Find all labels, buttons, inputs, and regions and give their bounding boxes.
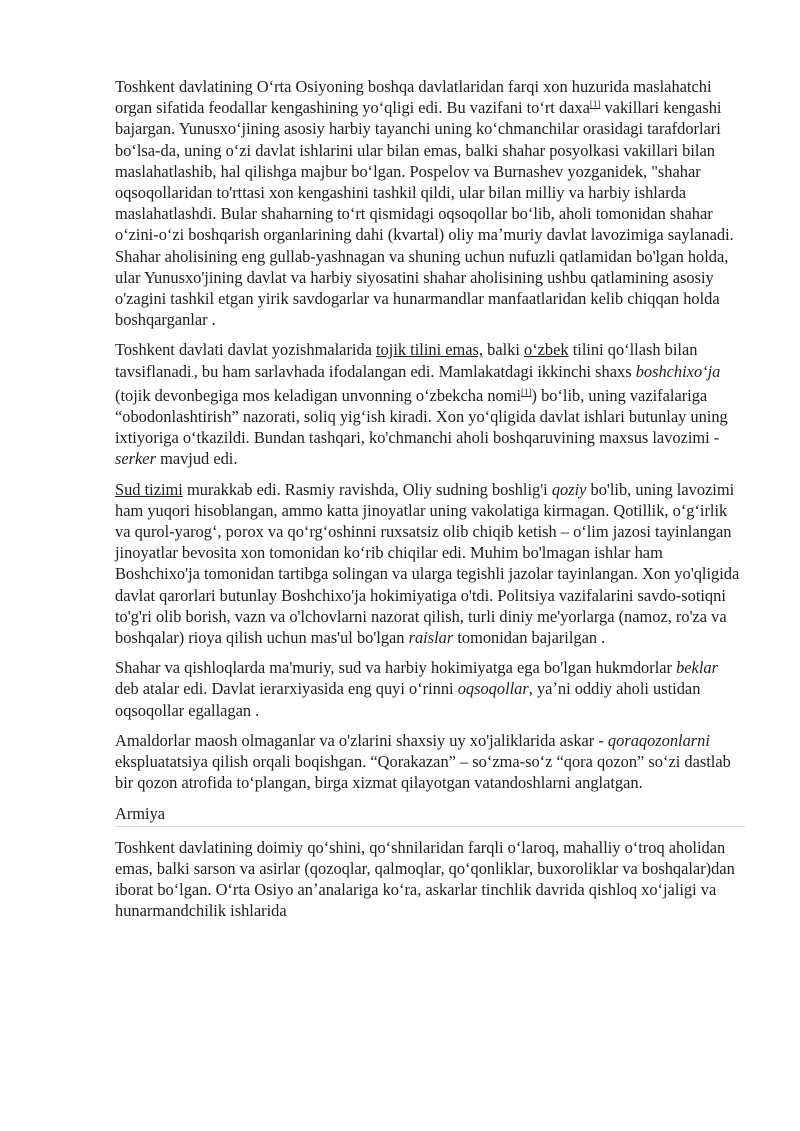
text: Toshkent davlatining Oʻrta Osiyoning boshqa davlatlaridan farqi xon huzurida maslahatchi organ sifatida feodallar kengashining yoʻqligi edi. Bu vazifani toʻrt daxa bbox=[115, 77, 712, 118]
text: Toshkent davlati davlat yozishmalarida bbox=[115, 340, 377, 360]
text: Toshkent davlatining doimiy qoʻshini, qoʻshnilaridan farqli oʻlaroq, mahalliy oʻtroq aholidan emas, balki sarson va asirlar (qozoqlar, qalmoqlar, qoʻqonliklar, buxoroliklar va boshqalar)dan iborat boʻlgan. Oʻrta Osiyo anʼanalariga koʻra, askarlar tinchlik davrida qishloq xoʻjaligi va hunarmandchilik ishlarida bbox=[115, 837, 735, 921]
term-beklar: beklar bbox=[676, 658, 718, 678]
text: tomonidan bajarilgan . bbox=[453, 628, 606, 648]
text: balki bbox=[483, 340, 524, 360]
term-serker: serker bbox=[115, 449, 156, 469]
text: vakillari kengashi bajargan. Yunusxoʻjining asosiy harbiy tayanchi uning koʻchmanchilar orasidagi tarafdorlari boʻlsa-da, uning oʻzi davlat ishlarini ular bilan emas, balki shahar posyolkasi vakillari bilan maslahatlashib, hal qilishga majbur boʻlgan. Pospelov va Burnashev yozganidek, "shahar oqsoqollaridan to'rttasi xon kengashini tashkil qildi, ular bilan milliy va harbiy ishlarda maslahatlashdi. Bular shaharning toʻrt qismidagi oqsoqollar boʻlib, aholi tomonidan shahar oʻzini-oʻzi boshqarish organlarining dahi (kvartal) oliy maʼmuriy davlat lavozimiga saylanadi. Shahar aholisining eng gullab-yashnagan va shuning uchun nufuzli qatlamidan bo'lgan holda, ular Yunusxo'jining davlat va harbiy siyosatini shahar aholisining ushbu qatlamining asosiy o'zagini tashkil etgan yirik savdogarlar va hunarmandlar manfaatlaridan kelib chiqqan holda boshqarganlar . bbox=[115, 98, 734, 330]
paragraph-council bbox=[115, 76, 745, 330]
paragraph-judiciary bbox=[115, 479, 745, 649]
text: , yaʼni oddiy aholi ustidan oqsoqollar egallagan . bbox=[115, 679, 701, 720]
dot: . bbox=[191, 368, 194, 379]
section-heading-army: Armiya bbox=[115, 803, 745, 827]
footnote-ref[interactable]: [1] bbox=[521, 386, 532, 397]
text: ekspluatatsiya qilish orqali boqishgan. “Qorakazan” – soʻzma-soʻz “qora qozon” soʻzi dastlab bir qozon atrofida toʻplangan, birga xizmat qilayotgan vatandoshlarni anglatgan bbox=[115, 752, 731, 793]
footnote-ref[interactable]: [1] bbox=[589, 99, 601, 110]
text: deb atalar edi. Davlat ierarxiyasida eng quyi oʻrinni bbox=[115, 679, 458, 699]
document-page bbox=[115, 76, 745, 931]
link-court-system[interactable]: Sud tizimi bbox=[115, 479, 183, 499]
link-uzbek[interactable]: oʻzbek bbox=[524, 340, 569, 360]
text: murakkab edi. Rasmiy ravishda, Oliy sudning boshlig'i bbox=[182, 479, 552, 499]
text: tilini qoʻllash bilan tavsiflanadi bbox=[115, 340, 698, 381]
text: (tojik devonbegiga mos keladigan unvonning oʻzbekcha nomi bbox=[115, 385, 522, 405]
text: , bu ham sarlavhada ifodalangan edi. Mamlakatdagi ikkinchi shaxs bbox=[193, 361, 636, 381]
text: mavjud edi. bbox=[155, 449, 238, 469]
term-qoziy: qoziy bbox=[551, 479, 587, 499]
term-oqsoqollar: oqsoqollar bbox=[457, 679, 529, 699]
text: . bbox=[638, 773, 643, 793]
term-qoraqozonlar: qoraqozonlarni bbox=[607, 730, 710, 750]
text: ) boʻlib, uning vazifalariga “obodonlashtirish” nazorati, soliq yigʻish kiradi. Xon yoʻqligida davlat ishlari butunlay uning ixtiyoriga oʻtkazildi. Bundan tashqari, ko'chmanchi aholi boshqaruvining maxsus lavozimi - bbox=[115, 385, 728, 448]
text: Amaldorlar maosh olmaganlar va o'zlarini shaxsiy uy xo'jaliklarida askar - bbox=[115, 730, 608, 750]
paragraph-army bbox=[115, 837, 745, 922]
paragraph-language bbox=[115, 339, 745, 469]
text: bo'lib, uning lavozimi ham yuqori hisoblangan, ammo katta jinoyatlar uning vakolatiga kirmagan. Qotillik, oʻgʻirlik va qurol-yarogʻ, porox va qoʻrgʻoshinni ruxsatsiz olib chiqib ketish – oʻlim jazosi tayinlangan jinoyatlar bevosita xon tomonidan koʻrib chiqilar edi. Muhim bo'lmagan ishlar ham Boshchixo'ja tomonidan tartibga solingan va ularga tegishli jazolar tayinlangan. Xon yo'qligida davlat qarorlari butunlay Boshchixo'ja hokimiyatiga o'tdi. Politsiya vazifalarini savdo-sotiqni to'g'ri olib borish, vazn va o'lchovlarni nazorat qilish, turli diniy me'yorlarga (namoz, ro'za va boshqalar) rioya qilish uchun mas'ul bo'lgan bbox=[115, 479, 740, 648]
paragraph-officials bbox=[115, 730, 745, 794]
term-boshchixoja: boshchixoʻja bbox=[635, 361, 721, 381]
link-tajik-language[interactable]: tojik tilini emas, bbox=[376, 340, 484, 360]
text: Shahar va qishloqlarda ma'muriy, sud va harbiy hokimiyatga ega bo'lgan hukmdorlar bbox=[115, 658, 677, 678]
paragraph-beks bbox=[115, 657, 745, 721]
term-raislar: raislar bbox=[408, 628, 454, 648]
